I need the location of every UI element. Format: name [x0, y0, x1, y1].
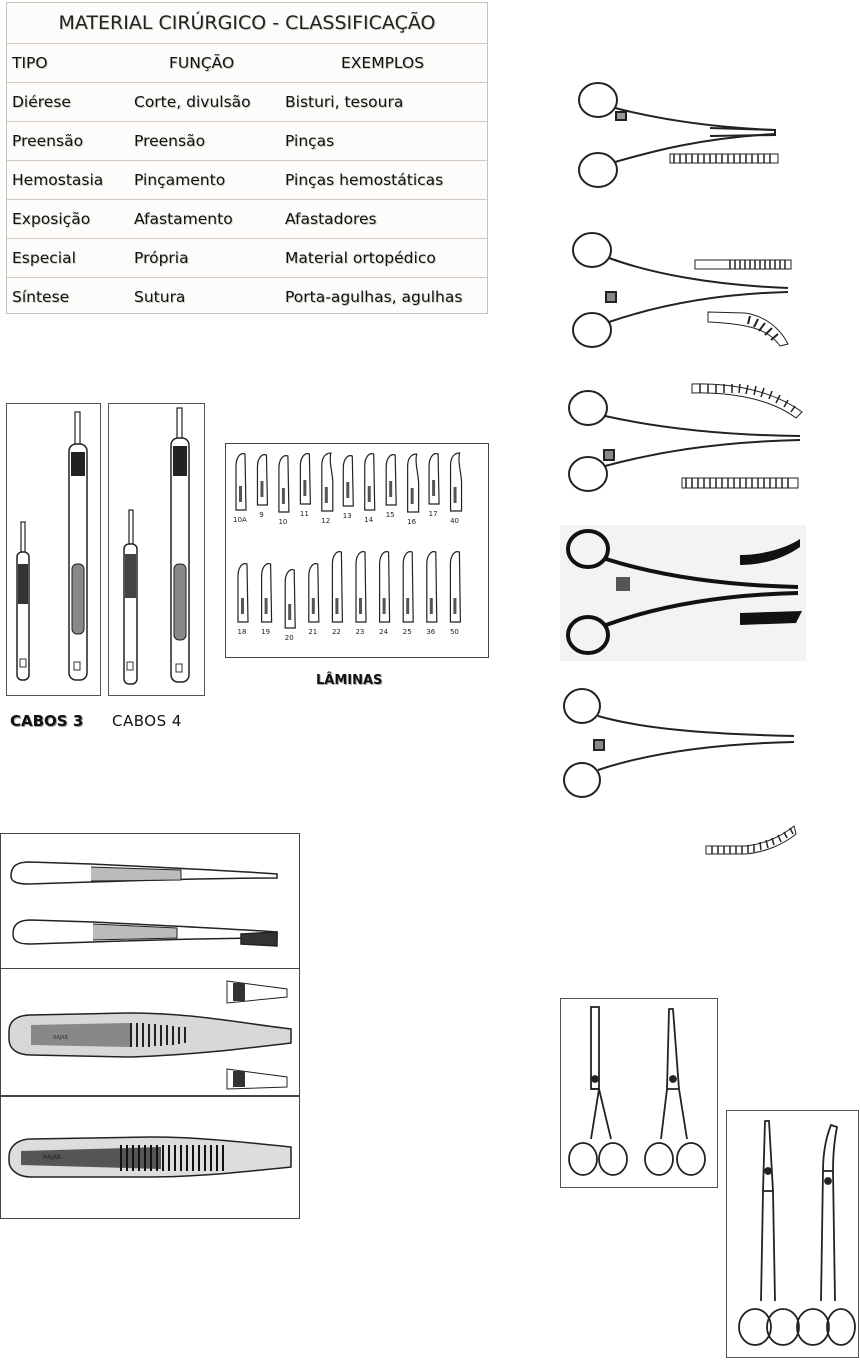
hemostatic-forceps-5-panel: [560, 682, 800, 860]
classification-table: [6, 2, 488, 314]
blade-number-label: 10: [278, 518, 288, 526]
scalpel-handle-long-icon: [69, 412, 87, 680]
cell-funcao: Sutura: [134, 288, 186, 306]
scalpel-blade-icon: [429, 454, 439, 518]
blade-number-label: 13: [342, 512, 352, 520]
metzenbaum-scissors-curved-icon: [797, 1125, 855, 1345]
hemostatic-forceps-1-panel: [560, 72, 805, 200]
dissection-forceps-plain-icon: [11, 862, 277, 884]
blade-number-label: 20: [284, 634, 294, 642]
cell-funcao: Preensão: [134, 132, 206, 150]
blade-number-label: 16: [407, 518, 417, 526]
adson-forceps-closeup-panel: [0, 1096, 300, 1219]
scalpel-blade-icon: [356, 552, 366, 636]
cell-tipo: Diérese: [12, 93, 71, 111]
cell-funcao: Pinçamento: [134, 171, 226, 189]
scalpel-blades-panel: [225, 443, 489, 658]
scalpel-blade-icon: [450, 453, 461, 525]
cell-tipo: Especial: [12, 249, 76, 267]
scissors-straight-icon: [569, 1007, 627, 1175]
blade-number-label: 21: [308, 628, 318, 636]
blade-number-label: 24: [379, 628, 389, 636]
table-row: [7, 200, 487, 239]
blade-number-label: 11: [299, 510, 309, 518]
blade-number-label: 25: [402, 628, 412, 636]
table-title: MATERIAL CIRÚRGICO - CLASSIFICAÇÃO: [7, 3, 487, 44]
blade-number-label: 12: [321, 517, 331, 525]
cell-exemplos: Afastadores: [285, 210, 377, 228]
hemostatic-forceps-straight-icon: [579, 83, 775, 187]
scalpel-blade-icon: [343, 456, 353, 520]
adson-forceps-tip-top-icon: [227, 981, 287, 1003]
cell-tipo: Hemostasia: [12, 171, 104, 189]
hemostatic-forceps-4-panel: [560, 525, 806, 661]
blade-number-label: 15: [385, 511, 395, 519]
cell-exemplos: Pinças: [285, 132, 335, 150]
cell-exemplos: Pinças hemostáticas: [285, 171, 444, 189]
scalpel-handle-short-icon: [17, 522, 29, 680]
scalpel-blade-icon: [278, 456, 288, 526]
header-exemplos: EXEMPLOS: [341, 54, 425, 72]
cabos-3-caption: CABOS 3: [10, 712, 84, 730]
scissors-panel: [560, 998, 718, 1188]
scissors-curved-icon: [645, 1009, 705, 1175]
scalpel-blade-icon: [285, 570, 295, 642]
header-tipo: TIPO: [12, 54, 48, 72]
table-row: [7, 83, 487, 122]
scalpel-blade-icon: [386, 455, 396, 519]
hemostatic-forceps-3-panel: [560, 378, 805, 502]
hemostatic-forceps-2-panel: [560, 228, 805, 356]
blade-number-label: 50: [449, 628, 459, 636]
scalpel-blade-icon: [257, 455, 267, 519]
cell-exemplos: Porta-agulhas, agulhas: [285, 288, 463, 306]
jaw-detail-straight-icon: [682, 478, 798, 488]
blade-number-label: 17: [428, 510, 438, 518]
blade-number-label: 40: [450, 517, 460, 525]
scalpel-blade-icon: [379, 552, 389, 636]
jaw-detail-curved-icon: [740, 539, 800, 565]
scalpel-handle-long-icon: [171, 408, 189, 682]
cell-exemplos: Material ortopédico: [285, 249, 436, 267]
adson-forceps-engraving: RAJAB: [53, 1035, 68, 1041]
blade-number-label: 22: [331, 628, 341, 636]
cell-funcao: Corte, divulsão: [134, 93, 251, 111]
hemostatic-forceps-long-icon: [564, 689, 794, 797]
scalpel-handles-3-panel: [6, 403, 101, 696]
blade-number-label: 23: [355, 628, 365, 636]
scalpel-blades-icon: [226, 444, 488, 657]
jaw-detail-curved-icon: [692, 384, 802, 418]
cell-tipo: Síntese: [12, 288, 70, 306]
scalpel-blade-icon: [308, 564, 318, 636]
blade-number-label: 9: [259, 511, 264, 519]
table-row: [7, 239, 487, 278]
hemostatic-forceps-kelly-icon: [569, 391, 800, 491]
blade-number-label: 10A: [233, 516, 247, 524]
cell-tipo: Exposição: [12, 210, 91, 228]
scalpel-blade-icon: [233, 454, 247, 524]
cell-tipo: Preensão: [12, 132, 84, 150]
table-header-row: [7, 44, 487, 83]
scalpel-blade-icon: [364, 454, 374, 524]
hemostatic-forceps-bold-icon: [568, 531, 798, 653]
scalpel-handles-4-panel: [108, 403, 205, 696]
scalpel-handle-short-icon: [124, 510, 137, 684]
scalpel-blade-icon: [238, 564, 248, 636]
blade-number-label: 19: [261, 628, 271, 636]
cell-funcao: Afastamento: [134, 210, 233, 228]
dissection-forceps-panel: [0, 833, 300, 969]
table-row: [7, 122, 487, 161]
metzenbaum-scissors-panel: [726, 1110, 859, 1358]
scalpel-blade-icon: [300, 454, 310, 518]
jaw-detail-straight-icon: [695, 260, 791, 269]
hemostatic-forceps-curved-icon: [573, 233, 788, 347]
adson-forceps-tip-bottom-icon: [227, 1069, 287, 1089]
scalpel-blade-icon: [321, 453, 332, 525]
cell-exemplos: Bisturi, tesoura: [285, 93, 404, 111]
scalpel-blade-icon: [426, 552, 436, 636]
blade-number-label: 14: [364, 516, 374, 524]
jaw-detail-straight-icon: [740, 611, 802, 625]
laminas-caption: LÂMINAS: [316, 673, 383, 688]
adson-forceps-closeup-engraving: RAJAB: [43, 1154, 61, 1161]
header-funcao: FUNÇÃO: [169, 54, 235, 72]
blade-number-label: 18: [237, 628, 247, 636]
jaw-detail-curved-icon: [708, 312, 788, 346]
adson-forceps-panel: [0, 968, 300, 1096]
cell-funcao: Própria: [134, 249, 189, 267]
adson-forceps-closeup-icon: [9, 1137, 291, 1177]
dissection-forceps-toothed-icon: [13, 920, 277, 946]
cabos-4-caption: CABOS 4: [112, 712, 182, 730]
scalpel-blade-icon: [332, 552, 342, 636]
table-row: [7, 161, 487, 200]
scalpel-blade-icon: [407, 454, 418, 526]
jaw-detail-curved-icon: [706, 826, 796, 854]
table-row: [7, 278, 487, 318]
blade-number-label: 36: [426, 628, 436, 636]
scalpel-blade-icon: [403, 552, 413, 636]
adson-forceps-icon: [9, 1013, 291, 1057]
jaw-detail-icon: [670, 154, 778, 163]
metzenbaum-scissors-straight-icon: [739, 1121, 799, 1345]
scalpel-blade-icon: [450, 552, 460, 636]
scalpel-blade-icon: [261, 564, 271, 636]
